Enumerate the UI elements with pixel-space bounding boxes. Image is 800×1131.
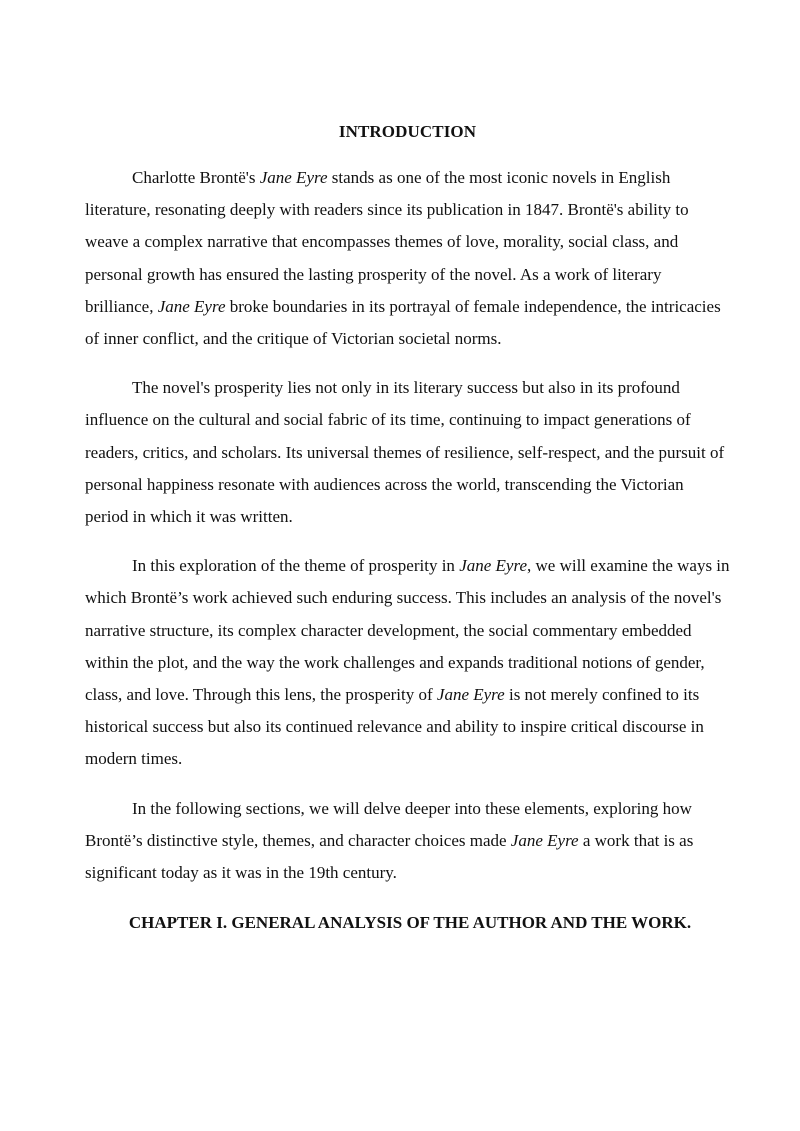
paragraph-text: a work that is as significant today as it was in the 19th century. [85,830,694,883]
paragraph-text: , we will examine the ways in which Brontë’s work achieved such enduring success. This includes an analysis of the novel's narrative structure, its complex character development, the social commentary embedded within the plot, and the way the work challenges and expands traditional notions of gender, class, and love. Through this lens, the prosperity of [85,556,730,705]
document-body [85,120,730,940]
paragraph [85,793,730,890]
paragraph [85,162,730,355]
paragraph-text: broke boundaries in its portrayal of female independence, the intricacies of inner conflict, and the critique of Victorian societal norms. [85,296,721,349]
paragraph-text: The novel's prosperity lies not only in its literary success but also in its profound influence on the cultural and social fabric of its time, continuing to impact generations of readers, critics, and scholars. Its universal themes of resilience, self-respect, and the pursuit of personal happiness resonate with audiences across the world, transcending the Victorian period in which it was written. [85,378,725,527]
paragraph-text: Charlotte Brontë's [132,168,260,187]
chapter-heading: CHAPTER I. GENERAL ANALYSIS OF THE AUTHOR AND THE WORK. [128,913,692,933]
paragraph-text: In this exploration of the theme of prosperity in [132,556,460,576]
italic-title-text: Jane Eyre [259,168,328,187]
paragraph-text: In the following sections, we will delve deeper into these elements, exploring how Brontë’s distinctive style, themes, and character choices made [85,798,692,850]
paragraph [85,550,730,775]
italic-title-text: Jane Eyre [510,830,579,850]
italic-title-text: Jane Eyre [157,296,226,316]
section-heading: INTRODUCTION [338,122,477,141]
paragraph [85,372,730,533]
paragraph-text: stands as one of the most iconic novels in English literature, resonating deeply with readers since its publication in 1847. Brontë's ability to weave a complex narrative that encompasses themes of love, morality, social class, and personal growth has ensured the lasting prosperity of the novel. As a work of literary brilliance, [85,168,689,316]
paragraph-text: is not merely confined to its historical success but also its continued relevance and ability to inspire critical discourse in modern times. [85,685,704,769]
italic-title-text: Jane Eyre [436,685,505,705]
italic-title-text: Jane Eyre [459,556,527,576]
